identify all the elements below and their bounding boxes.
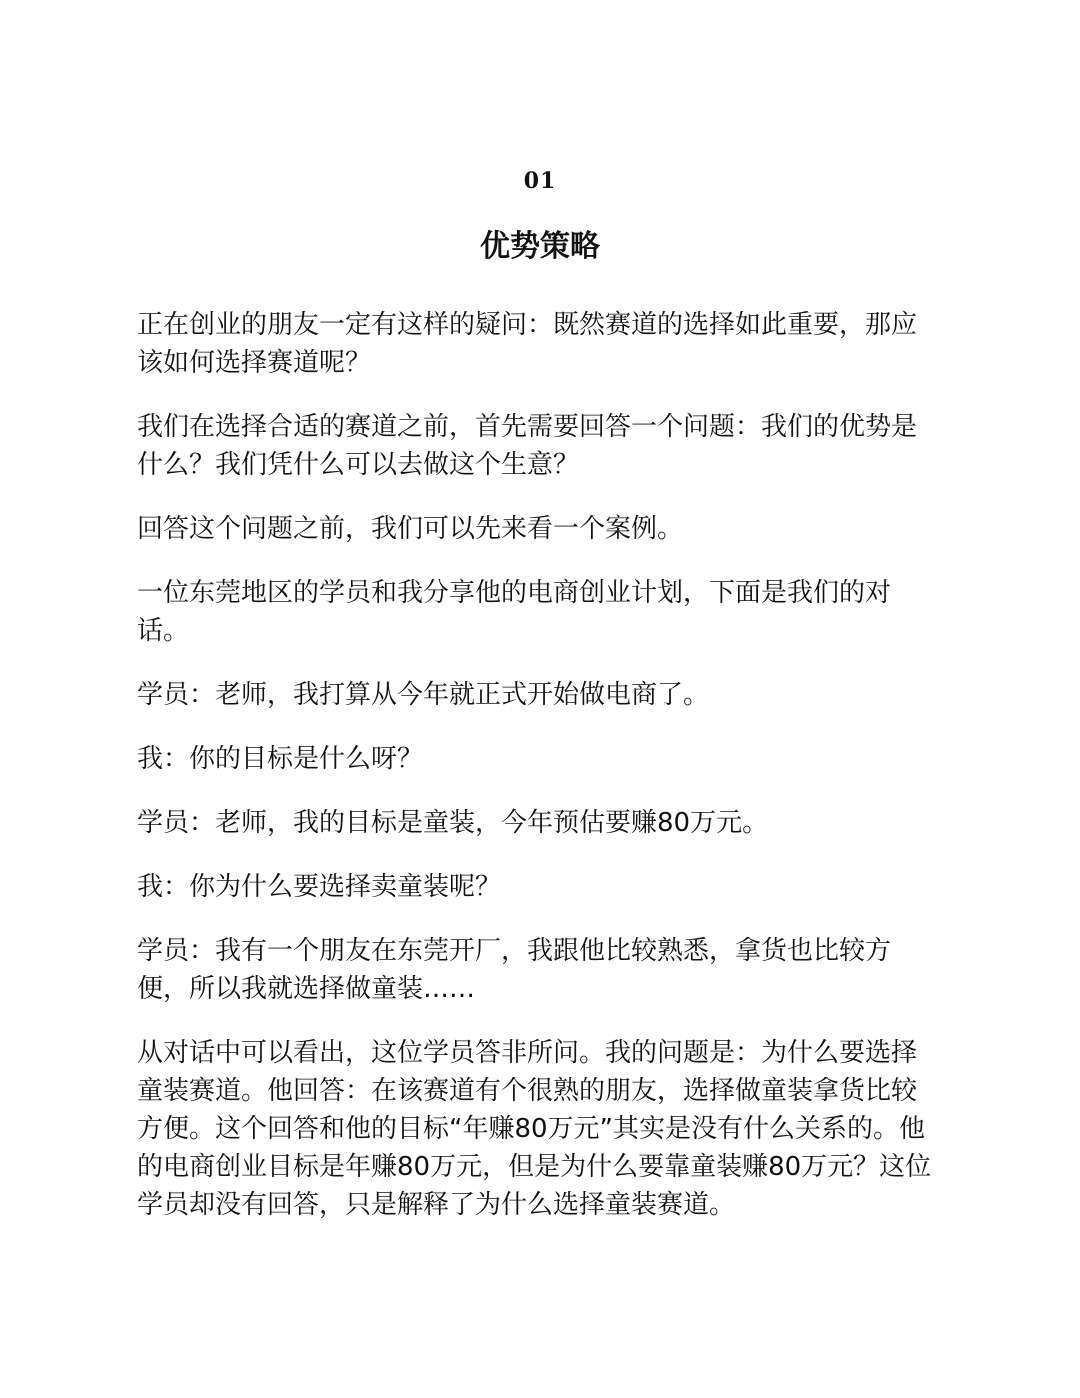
dialogue-line: 我：你为什么要选择卖童装呢？ [137,872,502,902]
paragraph-student-plan: 一位东莞地区的学员和我分享他的电商创业计划，下面是我们的对话。 [137,578,892,646]
paragraph-question: 正在创业的朋友一定有这样的疑问：既然赛道的选择如此重要，那应该如何选择赛道呢？ [137,310,918,378]
article-body [137,306,937,1250]
dialogue-line: 学员：老师，我的目标是童装，今年预估要赚80万元。 [137,808,769,838]
paragraph-analysis: 从对话中可以看出，这位学员答非所问。我的问题是：为什么要选择童装赛道。他回答：在该赛道有个很熟的朋友，选择做童装拿货比较方便。这个回答和他的目标“年赚80万元”其实是没有什么关系的。他的电商创业目标是年赚80万元，但是为什么要靠童装赚80万元？这位学员却没有回答，只是解释了为什么选择童装赛道。 [137,1038,932,1220]
dialogue-line: 学员：老师，我打算从今年就正式开始做电商了。 [137,680,710,710]
paragraph-case-intro: 回答这个问题之前，我们可以先来看一个案例。 [137,514,684,544]
paragraph-advantage: 我们在选择合适的赛道之前，首先需要回答一个问题：我们的优势是什么？我们凭什么可以去做这个生意？ [137,412,918,480]
dialogue-line: 学员：我有一个朋友在东莞开厂，我跟他比较熟悉，拿货也比较方便，所以我就选择做童装…… [137,936,892,1004]
dialogue-line: 我：你的目标是什么呀？ [137,744,424,774]
chapter-number: 01 [523,168,557,194]
chapter-title: 优势策略 [480,229,600,264]
